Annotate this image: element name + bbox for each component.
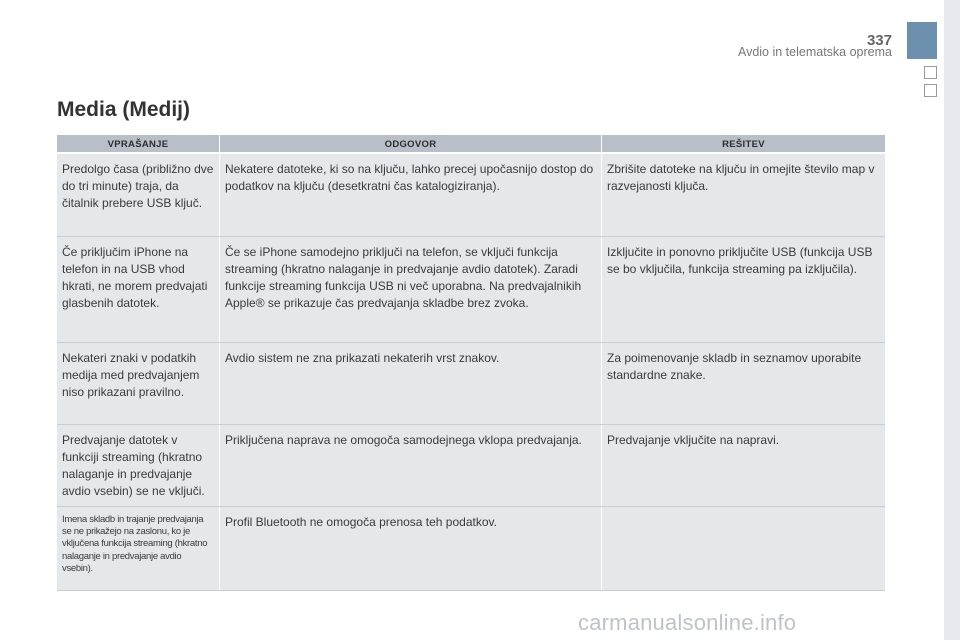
question-cell: Predolgo časa (približno dve do tri minute) traja, da čitalnik prebere USB ključ. [62,162,214,210]
nav-square-icon [924,66,937,79]
question-cell: Imena skladb in trajanje predvajanja se ne prikažejo na zaslonu, ko je vključena funkcija streaming (hkratno nalaganje in predvajanje avdio vsebin). [62,514,208,574]
table-header-row [57,135,885,154]
table-row [57,507,885,591]
column-header-solution: REŠITEV [601,135,885,152]
side-strip [944,0,960,640]
page-number: 337 [866,32,892,49]
answer-cell: Priključena naprava ne omogoča samodejnega vklopa predvajanja. [219,425,601,506]
chapter-title: Avdio in telematska oprema [737,45,892,59]
table-row [57,343,885,425]
solution-cell: Zbrišite datoteke na ključu in omejite število map v razvejanosti ključa. [601,154,885,236]
table-row [57,237,885,343]
solution-cell [601,507,885,590]
question-cell: Nekateri znaki v podatkih medija med predvajanjem niso prikazani pravilno. [62,351,200,399]
answer-cell: Nekatere datoteke, ki so na ključu, lahko precej upočasnijo dostop do podatkov na ključu (desetkratni čas katalogiziranja). [219,154,601,236]
question-cell: Če priključim iPhone na telefon in na USB vhod hkrati, ne morem predvajati glasbenih datotek. [62,245,208,310]
watermark: carmanualsonline.info [578,610,797,635]
faq-table [57,135,885,591]
question-cell: Predvajanje datotek v funkciji streaming (hkratno nalaganje in predvajanje avdio vsebin) se ne vključi. [62,433,205,498]
solution-cell: Izključite in ponovno priključite USB (funkcija USB se bo vključila, funkcija streaming pa izključila). [601,237,885,342]
nav-square-icon [924,84,937,97]
chapter-tab [907,22,937,59]
table-row [57,154,885,237]
solution-cell: Za poimenovanje skladb in seznamov uporabite standardne znake. [601,343,885,424]
answer-cell: Profil Bluetooth ne omogoča prenosa teh podatkov. [219,507,601,590]
section-title: Media (Medij) [57,98,191,121]
solution-cell: Predvajanje vključite na napravi. [601,425,885,506]
column-header-answer: ODGOVOR [219,135,601,152]
answer-cell: Avdio sistem ne zna prikazati nekaterih vrst znakov. [219,343,601,424]
answer-cell: Če se iPhone samodejno priključi na telefon, se vključi funkcija streaming (hkratno nalaganje in predvajanje avdio datotek). Zaradi funkcije streaming funkcija USB ni več uporabna. Na predvajalnikih Apple® se prikazuje čas predvajanja skladbe brez zvoka. [219,237,601,342]
table-row [57,425,885,507]
column-header-question: VPRAŠANJE [107,139,169,150]
